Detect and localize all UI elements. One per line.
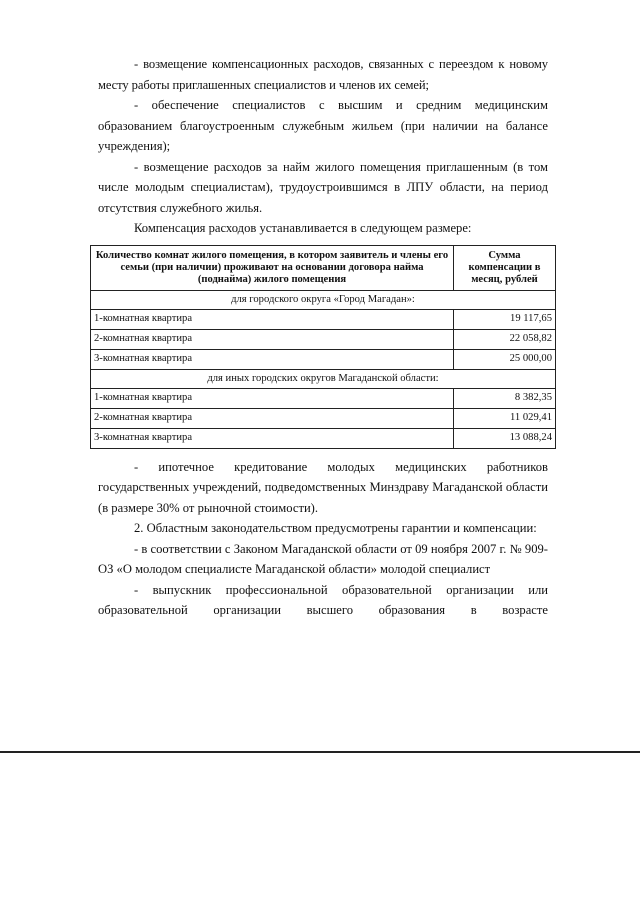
table-row (91, 329, 556, 349)
paragraph-rent-reimbursement: - возмещение расходов за найм жилого помещения приглашенным (в том числе молодым специалистам), трудоустроившимся в ЛПУ области, на период отсутствия служебного жилья. (98, 159, 548, 215)
document-page (94, 54, 552, 621)
table-cell-label: 1-комнатная квартира (91, 309, 454, 329)
table-cell-label: 2-комнатная квартира (91, 329, 454, 349)
table-cell-value: 25 000,00 (454, 349, 556, 369)
table-cell-value: 11 029,41 (454, 408, 556, 428)
table-cell-label: 2-комнатная квартира (91, 408, 454, 428)
paragraph-young-specialist-law: - в соответствии с Законом Магаданской области от 09 ноября 2007 г. № 909-ОЗ «О молодом специалисте Магаданской области» молодой специалист (98, 541, 548, 576)
table-row (91, 309, 556, 329)
paragraph-service-housing: - обеспечение специалистов с высшим и средним медицинским образованием благоустроенным служебным жильем (при наличии на балансе учреждения); (98, 98, 548, 153)
table-cell-label: 3-комнатная квартира (91, 349, 454, 369)
table-header-amount: Сумма компенсации в месяц, рублей (454, 245, 556, 290)
table-header-row (91, 245, 556, 290)
table-row (91, 388, 556, 408)
paragraph-compensation-intro: Компенсация расходов устанавливается в следующем размере: (134, 221, 472, 235)
table-section-row (91, 290, 556, 309)
table-row (91, 408, 556, 428)
paragraph-relocation-compensation: - возмещение компенсационных расходов, связанных с переездом к новому месту работы приглашенных специалистов и членов их семей; (98, 57, 548, 92)
compensation-table (90, 245, 556, 449)
table-section-magadan: для городского округа «Город Магадан»: (91, 290, 556, 309)
table-section-row (91, 369, 556, 388)
paragraph-mortgage-lending: - ипотечное кредитование молодых медицинских работников государственных учреждений, подведомственных Минздраву Магаданской области (в размере 30% от рыночной стоимости). (98, 459, 548, 515)
table-cell-label: 1-комнатная квартира (91, 388, 454, 408)
table-section-other-districts: для иных городских округов Магаданской области: (91, 369, 556, 388)
paragraph-regional-legislation: 2. Областным законодательством предусмотрены гарантии и компенсации: (134, 521, 537, 535)
table-cell-value: 8 382,35 (454, 388, 556, 408)
table-cell-value: 22 058,82 (454, 329, 556, 349)
table-cell-value: 19 117,65 (454, 309, 556, 329)
table-header-rooms: Количество комнат жилого помещения, в котором заявитель и члены его семьи (при наличии) проживают на основании договора найма (поднайма) жилого помещения (91, 245, 454, 290)
table-row (91, 349, 556, 369)
table-cell-label: 3-комнатная квартира (91, 428, 454, 448)
paragraph-graduate: - выпускник профессиональной образовательной организации или образовательной организации высшего образования в возрасте (98, 582, 548, 617)
page-divider-line (0, 751, 640, 753)
table-cell-value: 13 088,24 (454, 428, 556, 448)
table-row (91, 428, 556, 448)
